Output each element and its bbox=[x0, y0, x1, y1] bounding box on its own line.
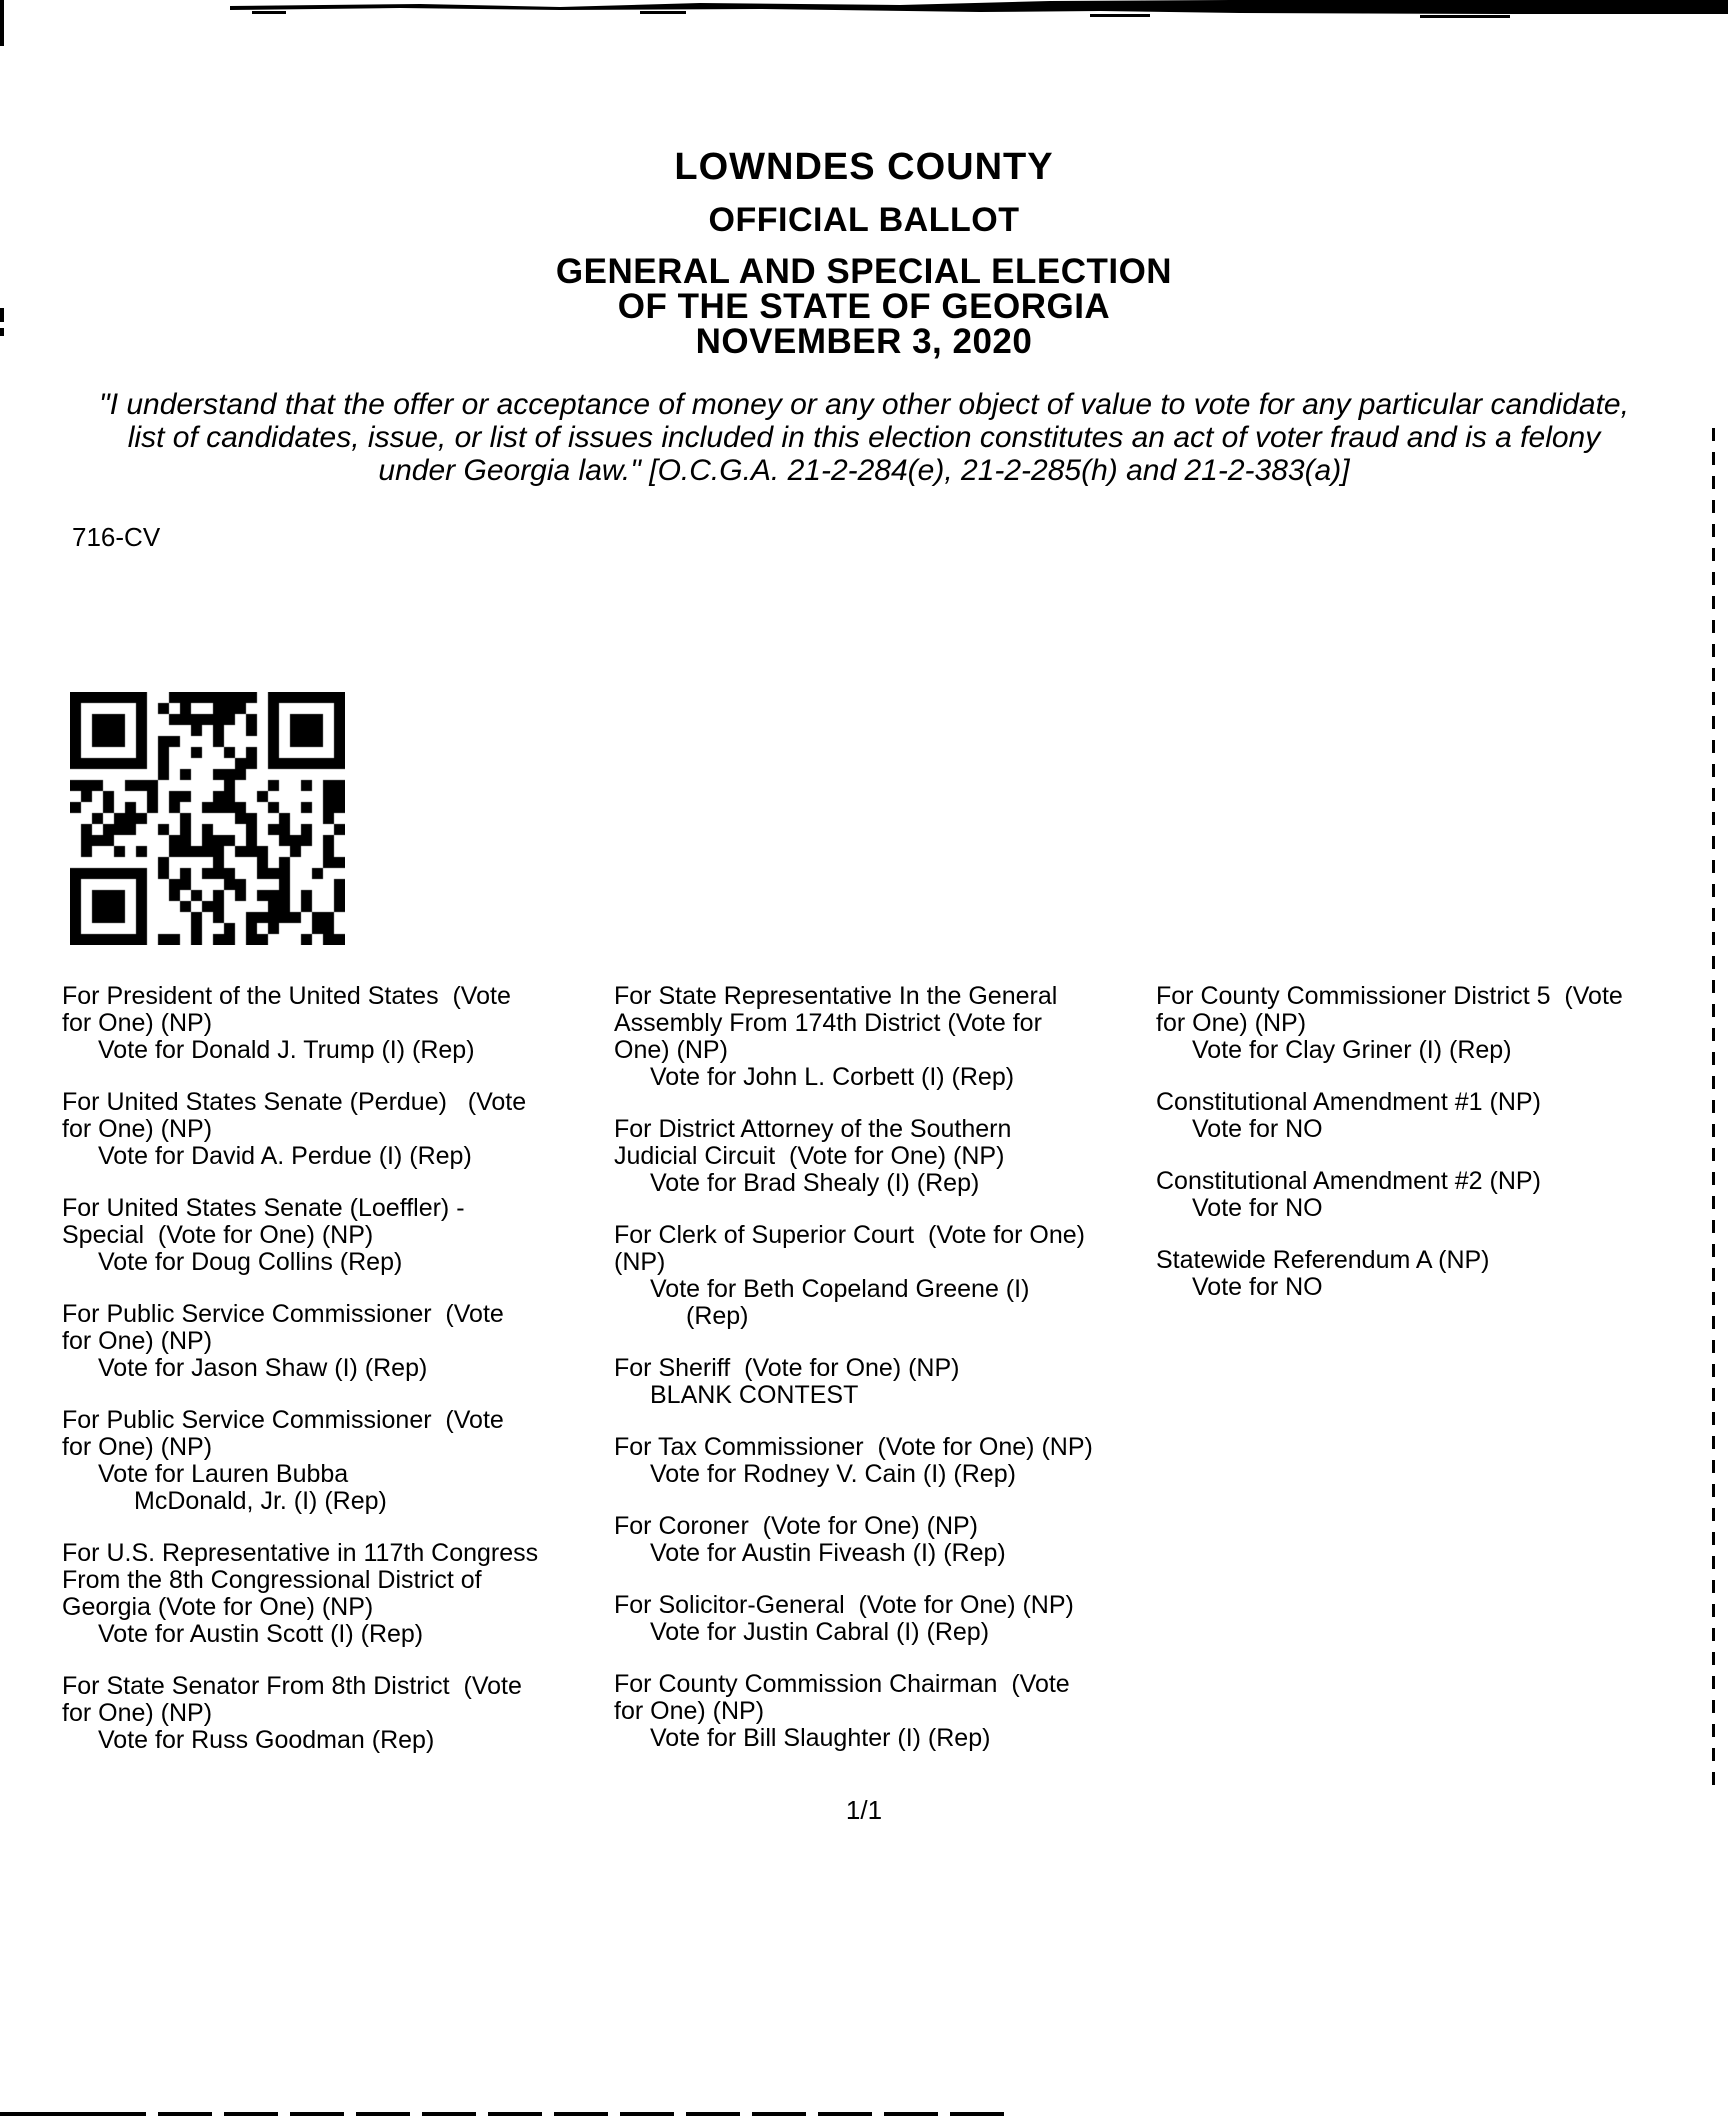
contest-title-line: Georgia (Vote for One) (NP) bbox=[62, 1593, 374, 1621]
scan-artifact-bottom-dashes bbox=[92, 2112, 1006, 2116]
ballot-column-3 bbox=[1156, 983, 1728, 1326]
contest-entry bbox=[1156, 1089, 1728, 1143]
contest-title-line: For Clerk of Superior Court (Vote for One) bbox=[614, 1221, 1086, 1249]
vote-selection-line: Vote for Bill Slaughter (I) (Rep) bbox=[650, 1724, 991, 1752]
vote-selection-line: Vote for John L. Corbett (I) (Rep) bbox=[650, 1063, 1015, 1091]
contest-entry bbox=[62, 1540, 630, 1648]
contest-title-line: for One) (NP) bbox=[62, 1699, 213, 1727]
contest-title-line: For District Attorney of the Southern bbox=[614, 1115, 1012, 1143]
scan-artifact-bottom-line bbox=[0, 2112, 92, 2116]
vote-selection-line: Vote for Doug Collins (Rep) bbox=[98, 1248, 403, 1276]
official-ballot-heading: OFFICIAL BALLOT bbox=[708, 201, 1020, 239]
contest-entry bbox=[1156, 1168, 1728, 1222]
contest-title-line: For United States Senate (Perdue) (Vote bbox=[62, 1088, 527, 1116]
contest-title-line: For Solicitor-General (Vote for One) (NP) bbox=[614, 1591, 1074, 1619]
contest-title-line: Constitutional Amendment #1 (NP) bbox=[1156, 1088, 1541, 1116]
contest-title-line: Statewide Referendum A (NP) bbox=[1156, 1246, 1490, 1274]
contest-entry bbox=[614, 1222, 1170, 1330]
contest-entry bbox=[62, 1301, 630, 1382]
contest-title-line: Constitutional Amendment #2 (NP) bbox=[1156, 1167, 1541, 1195]
county-title: LOWNDES COUNTY bbox=[674, 146, 1054, 188]
vote-selection-line: Vote for NO bbox=[1192, 1273, 1323, 1301]
vote-selection-line: Vote for Justin Cabral (I) (Rep) bbox=[650, 1618, 990, 1646]
vote-selection-line: Vote for Donald J. Trump (I) (Rep) bbox=[98, 1036, 475, 1064]
voter-fraud-disclaimer bbox=[0, 388, 1728, 487]
disclaimer-line: "I understand that the offer or acceptance of money or any other object of value to vote for any particular candidate, bbox=[99, 388, 1629, 421]
disclaimer-line: list of candidates, issue, or list of issues included in this election constitutes an act of voter fraud and is a felony bbox=[127, 421, 1601, 454]
contest-title-line: for One) (NP) bbox=[614, 1697, 765, 1725]
vote-selection-line: BLANK CONTEST bbox=[650, 1381, 859, 1409]
election-heading-line: NOVEMBER 3, 2020 bbox=[695, 322, 1033, 361]
contest-title-line: For State Senator From 8th District (Vote bbox=[62, 1672, 522, 1700]
contest-title-line: Assembly From 174th District (Vote for bbox=[614, 1009, 1042, 1037]
contest-title-line: Judicial Circuit (Vote for One) (NP) bbox=[614, 1142, 1005, 1170]
vote-selection-line: Vote for Austin Scott (I) (Rep) bbox=[98, 1620, 424, 1648]
contest-title-line: (NP) bbox=[614, 1248, 666, 1276]
ballot-column-1 bbox=[62, 983, 630, 1779]
vote-selection-line: McDonald, Jr. (I) (Rep) bbox=[134, 1487, 387, 1515]
contest-entry bbox=[1156, 983, 1728, 1064]
page-number: 1/1 bbox=[845, 1795, 883, 1825]
contest-entry bbox=[62, 983, 630, 1064]
contest-title-line: From the 8th Congressional District of bbox=[62, 1566, 482, 1594]
ballot-style-code: 716-CV bbox=[72, 522, 161, 552]
contest-entry bbox=[1156, 1247, 1728, 1301]
vote-selection-line: Vote for Austin Fiveash (I) (Rep) bbox=[650, 1539, 1006, 1567]
vote-selection-line: Vote for Clay Griner (I) (Rep) bbox=[1192, 1036, 1512, 1064]
contest-entry bbox=[614, 1434, 1170, 1488]
contest-title-line: for One) (NP) bbox=[62, 1115, 213, 1143]
contest-entry bbox=[62, 1195, 630, 1276]
contest-title-line: For County Commission Chairman (Vote bbox=[614, 1670, 1070, 1698]
qr-code bbox=[70, 692, 345, 945]
contest-title-line: One) (NP) bbox=[614, 1036, 728, 1064]
contest-entry bbox=[62, 1407, 630, 1515]
vote-selection-line: (Rep) bbox=[686, 1302, 749, 1330]
contest-title-line: for One) (NP) bbox=[62, 1433, 213, 1461]
contest-entry bbox=[614, 1513, 1170, 1567]
contest-entry bbox=[614, 1116, 1170, 1197]
vote-selection-line: Vote for David A. Perdue (I) (Rep) bbox=[98, 1142, 472, 1170]
contest-entry bbox=[614, 1592, 1170, 1646]
contest-entry bbox=[614, 983, 1170, 1091]
ballot-column-2 bbox=[614, 983, 1170, 1777]
contest-title-line: For Coroner (Vote for One) (NP) bbox=[614, 1512, 979, 1540]
vote-selection-line: Vote for Beth Copeland Greene (I) bbox=[650, 1275, 1030, 1303]
contest-entry bbox=[62, 1089, 630, 1170]
contest-title-line: For Sheriff (Vote for One) (NP) bbox=[614, 1354, 960, 1382]
vote-selection-line: Vote for NO bbox=[1192, 1115, 1323, 1143]
contest-title-line: For Tax Commissioner (Vote for One) (NP) bbox=[614, 1433, 1093, 1461]
contest-title-line: For Public Service Commissioner (Vote bbox=[62, 1300, 504, 1328]
vote-selection-line: Vote for Russ Goodman (Rep) bbox=[98, 1726, 435, 1754]
election-heading-line: OF THE STATE OF GEORGIA bbox=[617, 287, 1111, 326]
vote-selection-line: Vote for Brad Shealy (I) (Rep) bbox=[650, 1169, 980, 1197]
contest-title-line: for One) (NP) bbox=[1156, 1009, 1307, 1037]
contest-title-line: For President of the United States (Vote bbox=[62, 982, 511, 1010]
scan-artifact-left-tick bbox=[0, 0, 4, 46]
election-heading bbox=[0, 254, 1728, 359]
contest-title-line: For State Representative In the General bbox=[614, 982, 1058, 1010]
contest-title-line: For United States Senate (Loeffler) - bbox=[62, 1194, 465, 1222]
scan-artifact-top-band bbox=[0, 0, 1728, 22]
vote-selection-line: Vote for Jason Shaw (I) (Rep) bbox=[98, 1354, 428, 1382]
vote-selection-line: Vote for Rodney V. Cain (I) (Rep) bbox=[650, 1460, 1016, 1488]
vote-selection-line: Vote for Lauren Bubba bbox=[98, 1460, 349, 1488]
contest-title-line: For Public Service Commissioner (Vote bbox=[62, 1406, 504, 1434]
contest-title-line: Special (Vote for One) (NP) bbox=[62, 1221, 374, 1249]
contest-entry bbox=[614, 1355, 1170, 1409]
election-heading-line: GENERAL AND SPECIAL ELECTION bbox=[555, 252, 1173, 291]
contest-title-line: For County Commissioner District 5 (Vote bbox=[1156, 982, 1623, 1010]
disclaimer-line: under Georgia law." [O.C.G.A. 21-2-284(e), 21-2-285(h) and 21-2-383(a)] bbox=[378, 454, 1350, 487]
contest-entry bbox=[614, 1671, 1170, 1752]
contest-title-line: For U.S. Representative in 117th Congress bbox=[62, 1539, 539, 1567]
contest-title-line: for One) (NP) bbox=[62, 1009, 213, 1037]
vote-selection-line: Vote for NO bbox=[1192, 1194, 1323, 1222]
contest-title-line: for One) (NP) bbox=[62, 1327, 213, 1355]
contest-entry bbox=[62, 1673, 630, 1754]
